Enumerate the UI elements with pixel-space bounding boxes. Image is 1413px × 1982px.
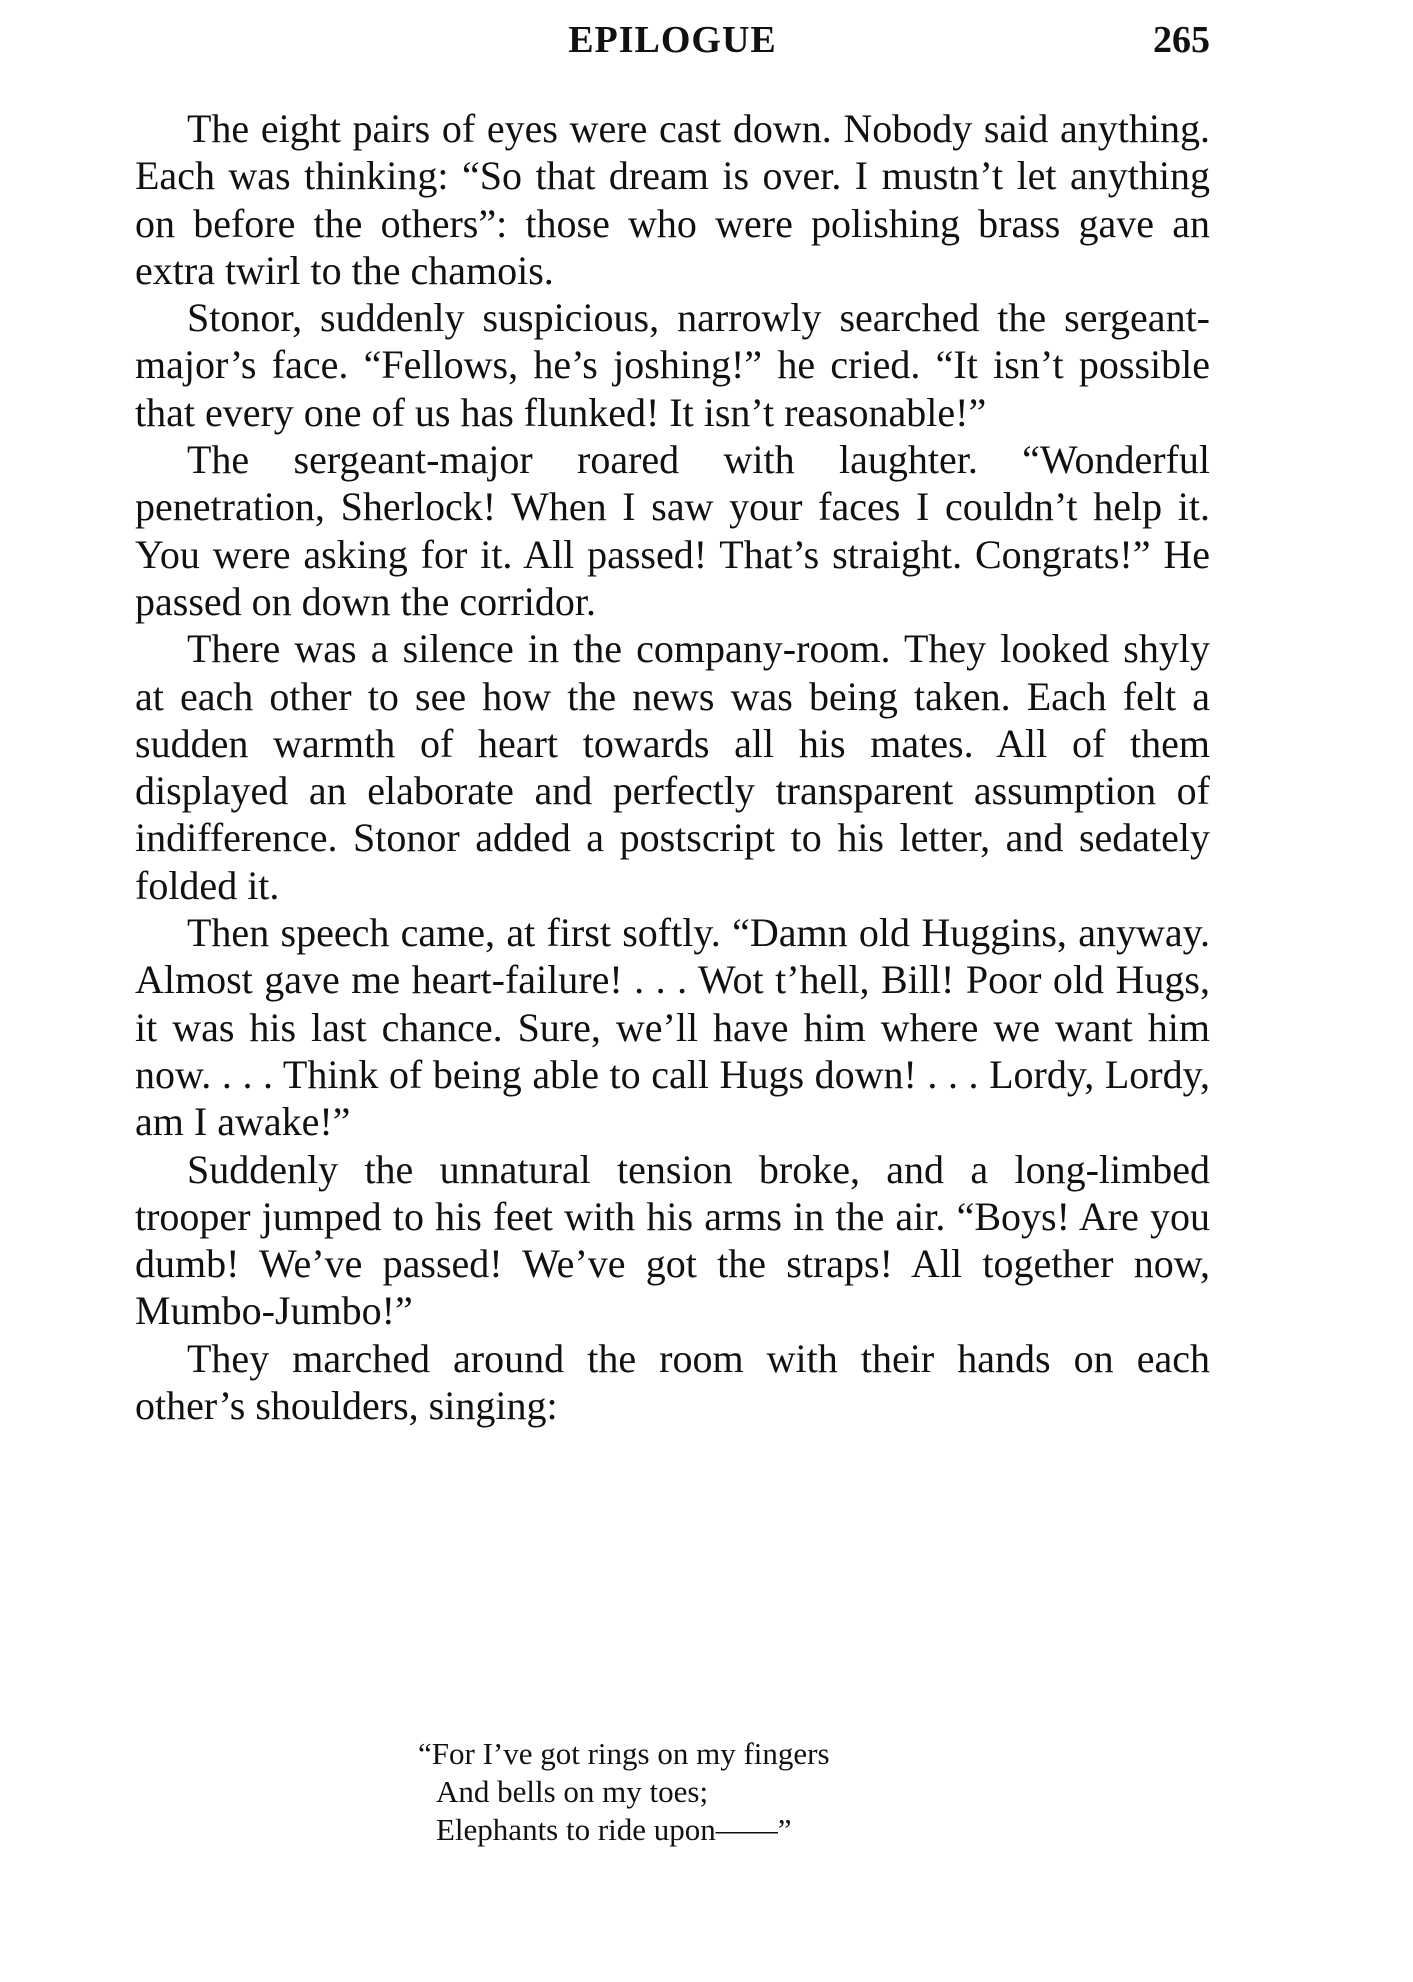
verse-line: Elephants to ride upon——” — [436, 1812, 792, 1847]
running-head — [135, 14, 1210, 74]
paragraph: Then speech came, at first softly. “Damn old Huggins, anyway. Almost gave me heart-failure! . . . Wot t’hell, Bill! Poor old Hugs, it was his last chance. Sure, we’ll have him where we want him now. . . . Think of being able to call Hugs down! . . . Lordy, Lordy, am I awake!” — [135, 910, 1210, 1145]
paragraph: The eight pairs of eyes were cast down. Nobody said anything. Each was thinking: “So that dream is over. I mustn’t let anything on before the others”: those who were polishing brass gave an extra twirl to the chamois. — [135, 106, 1210, 293]
paragraph: They marched around the room with their hands on each other’s shoulders, singing: — [135, 1335, 1210, 1429]
page-number: 265 — [1153, 19, 1210, 61]
paragraph: Stonor, suddenly suspicious, narrowly searched the sergeant-major’s face. “Fellows, he’s joshing!” he cried. “It isn’t possible that every one of us has flunked! It isn’t reasonable!” — [135, 295, 1210, 435]
paragraph: Suddenly the unnatural tension broke, and a long-limbed trooper jumped to his feet with his arms in the air. “Boys! Are you dumb! We’ve passed! We’ve got the straps! All together now, Mumbo-Jumbo!” — [135, 1146, 1210, 1334]
verse-line: “For I’ve got rings on my fingers — [418, 1736, 830, 1771]
verse-line: And bells on my toes; — [436, 1774, 709, 1809]
paragraph: The sergeant-major roared with laughter. “Wonderful penetration, Sherlock! When I saw your faces I couldn’t help it. You were asking for it. All passed! That’s straight. Congrats!” He passed on down the corridor. — [135, 437, 1210, 624]
paragraph: There was a silence in the company-room. They looked shyly at each other to see how the news was being taken. Each felt a sudden warmth of heart towards all his mates. All of them displayed an elaborate and perfectly transparent assumption of indifference. Stonor added a postscript to his letter, and sedately folded it. — [135, 626, 1210, 908]
chapter-title: EPILOGUE — [568, 19, 777, 61]
song-verse — [418, 1735, 1018, 1849]
body-text — [135, 105, 1210, 1429]
